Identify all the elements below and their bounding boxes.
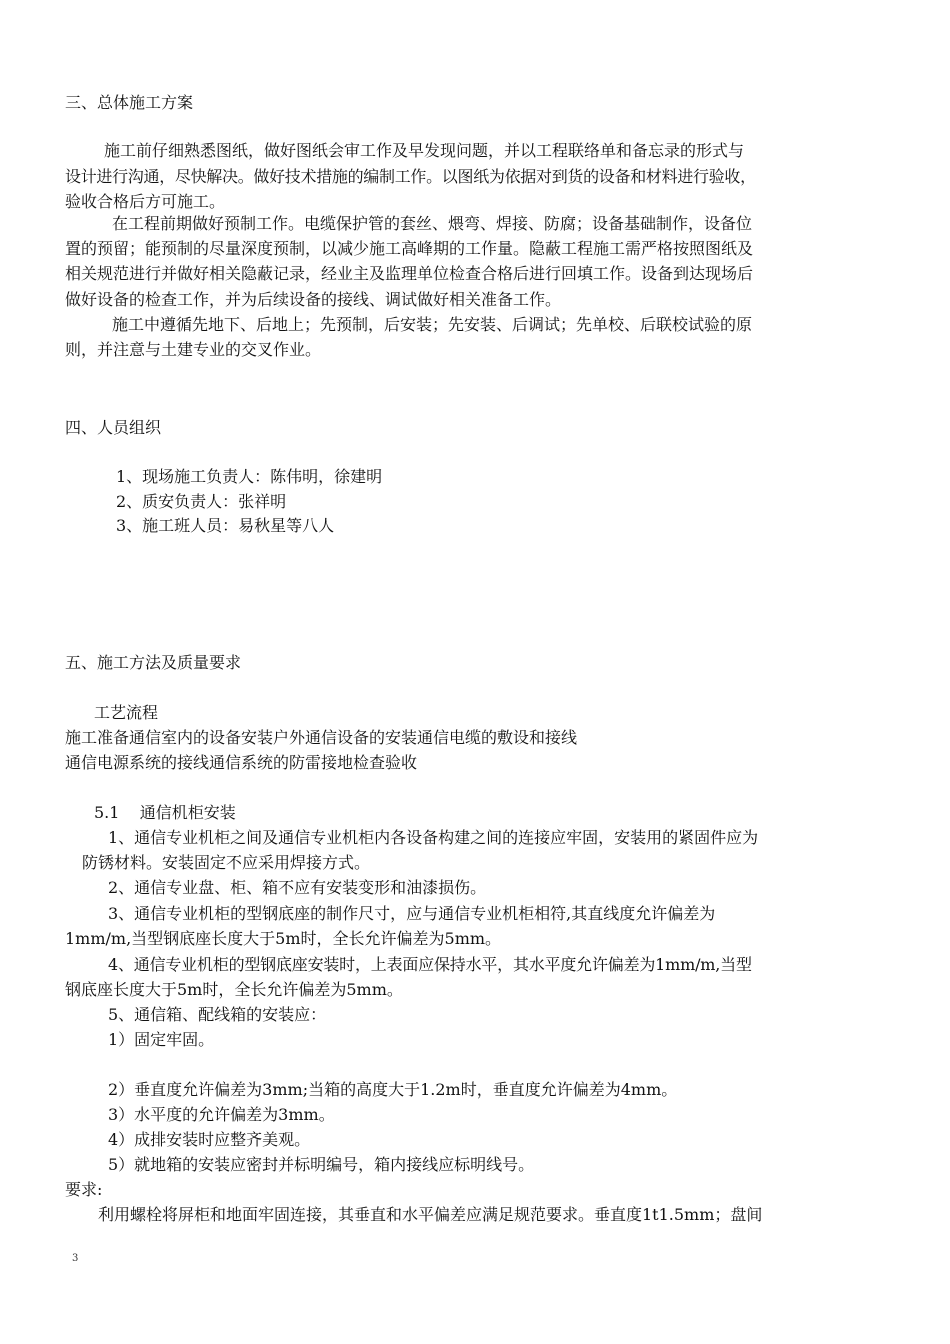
paragraph-line: 3、通信专业机柜的型钢底座的制作尺寸，应与通信专业机柜相符,其直线度允许偏差为	[108, 904, 716, 923]
paragraph-line: 设计进行沟通，尽快解决。做好技术措施的编制工作。以图纸为依据对到货的设备和材料进行验收，	[65, 167, 756, 186]
paragraph-line: 在工程前期做好预制工作。电缆保护管的套丝、煨弯、焊接、防腐；设备基础制作，设备位	[112, 214, 753, 233]
paragraph-line: 相关规范进行并做好相关隐蔽记录，经业主及监理单位检查合格后进行回填工作。设备到达现场后	[65, 264, 754, 283]
paragraph-line: 则，并注意与土建专业的交叉作业。	[65, 340, 322, 359]
paragraph-line: 施工中遵循先地下、后地上；先预制，后安装；先安装、后调试；先单校、后联校试验的原	[112, 315, 753, 334]
section-4-heading: 四、人员组织	[65, 418, 162, 437]
paragraph-line: 置的预留；能预制的尽量深度预制，以减少施工高峰期的工作量。隐蔽工程施工需严格按照图纸及	[65, 239, 754, 258]
paragraph-line: 施工前仔细熟悉图纸，做好图纸会审工作及早发现问题，并以工程联络单和备忘录的形式与	[104, 141, 745, 160]
paragraph-line: 验收合格后方可施工。	[65, 192, 226, 211]
paragraph-line: 4）成排安装时应整齐美观。	[108, 1130, 311, 1149]
requirement-label: 要求:	[65, 1180, 103, 1199]
list-item: 2、质安负责人：张祥明	[116, 492, 287, 511]
paragraph-line: 做好设备的检查工作，并为后续设备的接线、调试做好相关准备工作。	[65, 290, 562, 309]
paragraph-line: 利用螺栓将屏柜和地面牢固连接，其垂直和水平偏差应满足规范要求。垂直度1t1.5mm；盘间	[98, 1205, 763, 1224]
paragraph-line: 5）就地箱的安装应密封并标明编号，箱内接线应标明线号。	[108, 1155, 535, 1174]
paragraph-line: 2）垂直度允许偏差为3mm;当箱的高度大于1.2m时，垂直度允许偏差为4mm。	[108, 1080, 678, 1099]
paragraph-line: 5、通信箱、配线箱的安装应：	[108, 1005, 327, 1024]
sub-heading-5-1: 5.1 通信机柜安装	[94, 803, 236, 822]
list-item: 3、施工班人员：易秋星等八人	[116, 516, 335, 535]
page-number: 3	[72, 1253, 79, 1264]
flow-line: 通信电源系统的接线通信系统的防雷接地检查验收	[65, 753, 418, 772]
flow-line: 施工准备通信室内的设备安装户外通信设备的安装通信电缆的敷设和接线	[65, 728, 578, 747]
paragraph-line: 1）固定牢固。	[108, 1030, 215, 1049]
paragraph-line: 3）水平度的允许偏差为3mm。	[108, 1105, 335, 1124]
section-3-heading: 三、总体施工方案	[65, 93, 194, 112]
paragraph-line: 2、通信专业盘、柜、箱不应有安装变形和油漆损伤。	[108, 878, 487, 897]
section-5-heading: 五、施工方法及质量要求	[65, 653, 242, 672]
list-item: 1、现场施工负责人：陈伟明，徐建明	[116, 467, 383, 486]
flow-title: 工艺流程	[94, 703, 159, 722]
paragraph-line: 钢底座长度大于5m时，全长允许偏差为5mm。	[65, 980, 403, 999]
paragraph-line: 4、通信专业机柜的型钢底座安装时，上表面应保持水平，其水平度允许偏差为1mm/m,当型	[108, 955, 752, 974]
paragraph-line: 1、通信专业机柜之间及通信专业机柜内各设备构建之间的连接应牢固，安装用的紧固件应为	[108, 828, 759, 847]
paragraph-line: 1mm/m,当型钢底座长度大于5m时，全长允许偏差为5mm。	[65, 929, 502, 948]
paragraph-line: 防锈材料。安装固定不应采用焊接方式。	[82, 853, 371, 872]
